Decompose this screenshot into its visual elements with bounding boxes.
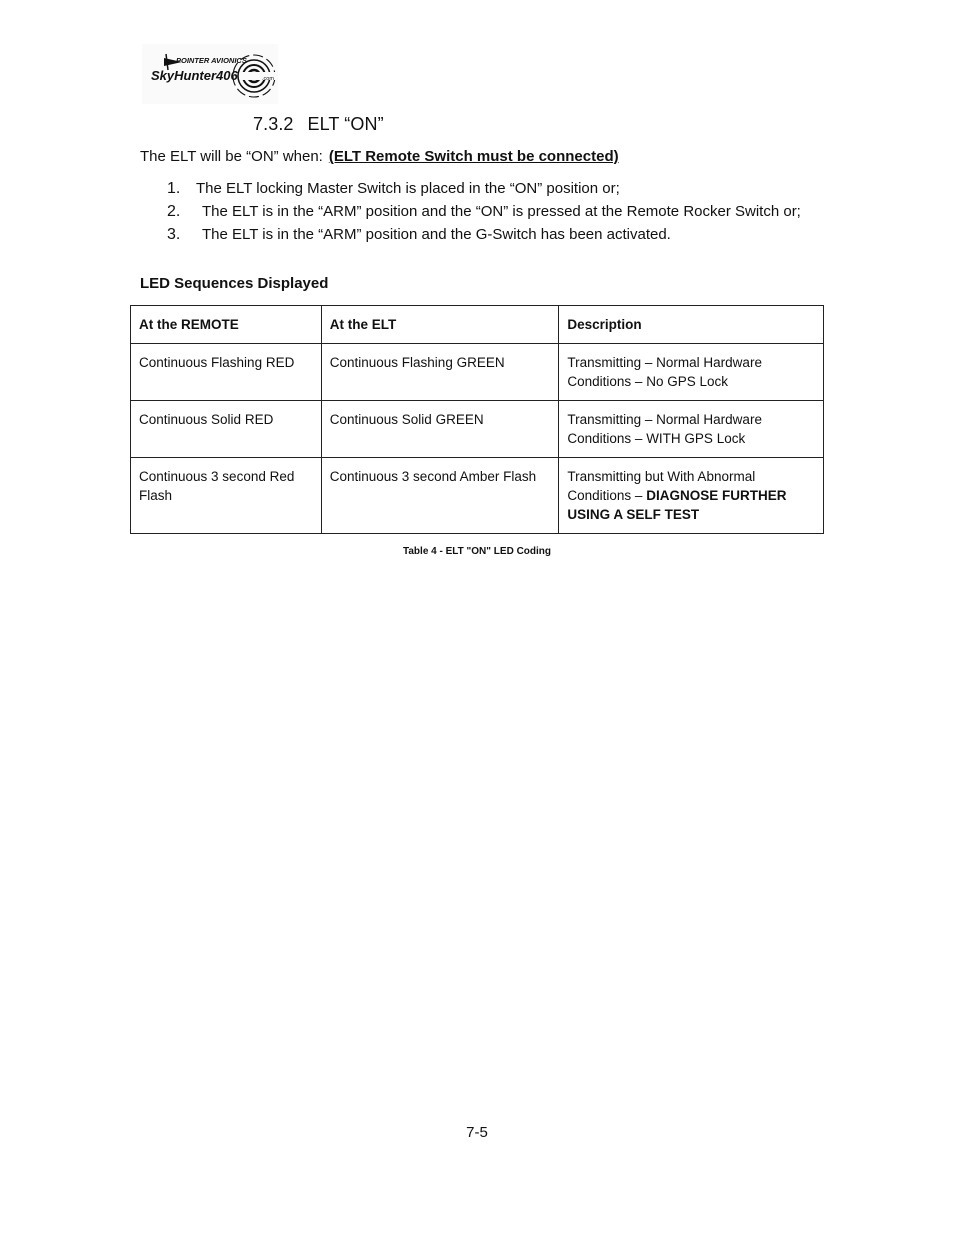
cell-elt: Continuous Solid GREEN [321, 401, 559, 458]
cell-elt: Continuous Flashing GREEN [321, 344, 559, 401]
page-number: 7-5 [466, 1124, 488, 1141]
cell-description [559, 344, 824, 401]
cell-remote: Continuous Solid RED [131, 401, 322, 458]
list-item-number: 3. [167, 226, 181, 243]
cell-elt: Continuous 3 second Amber Flash [321, 458, 559, 534]
table-row [131, 458, 824, 534]
header-description: Description [559, 306, 824, 344]
intro-paragraph [140, 148, 619, 165]
led-coding-table [130, 305, 824, 534]
svg-text:POINTER AVIONICS: POINTER AVIONICS [176, 56, 247, 65]
table-row [131, 401, 824, 458]
list-item-number: 2. [167, 203, 181, 220]
list-item-text: The ELT is in the “ARM” position and the G-Switch has been activated. [202, 226, 671, 243]
description-text: Transmitting but With Abnormal Conditions – [567, 469, 756, 503]
table-row [131, 344, 824, 401]
list-item-number: 1. [167, 180, 181, 197]
skyhunter-logo [142, 44, 278, 104]
list-item [167, 178, 817, 199]
intro-note: (ELT Remote Switch must be connected) [328, 148, 619, 165]
svg-text:.com: .com [262, 76, 274, 82]
cell-remote: Continuous Flashing RED [131, 344, 322, 401]
section-number: 7.3.2 [253, 114, 294, 134]
list-item-text: The ELT locking Master Switch is placed in the “ON” position or; [196, 180, 620, 197]
header-at-elt: At the ELT [321, 306, 559, 344]
description-emphasis: DIAGNOSE FURTHER USING A SELF TEST [567, 488, 787, 522]
list-item [167, 224, 817, 245]
cell-description [559, 401, 824, 458]
header-at-remote: At the REMOTE [131, 306, 322, 344]
section-heading [253, 114, 384, 135]
description-text: Transmitting – Normal Hardware Conditions – WITH GPS Lock [567, 412, 762, 446]
list-item-text: The ELT is in the “ARM” position and the “ON” is pressed at the Remote Rocker Switch or; [202, 203, 801, 220]
section-title: ELT “ON” [307, 114, 384, 134]
intro-text: The ELT will be “ON” when: [140, 148, 323, 165]
led-sequences-heading: LED Sequences Displayed [140, 275, 329, 292]
table-caption: Table 4 - ELT "ON" LED Coding [403, 546, 551, 557]
list-item [167, 201, 817, 222]
cell-remote: Continuous 3 second Red Flash [131, 458, 322, 534]
svg-text:SkyHunter406: SkyHunter406 [151, 68, 238, 83]
description-text: Transmitting – Normal Hardware Conditions – No GPS Lock [567, 355, 762, 389]
table-header-row [131, 306, 824, 344]
cell-description [559, 458, 824, 534]
conditions-list [167, 178, 817, 247]
